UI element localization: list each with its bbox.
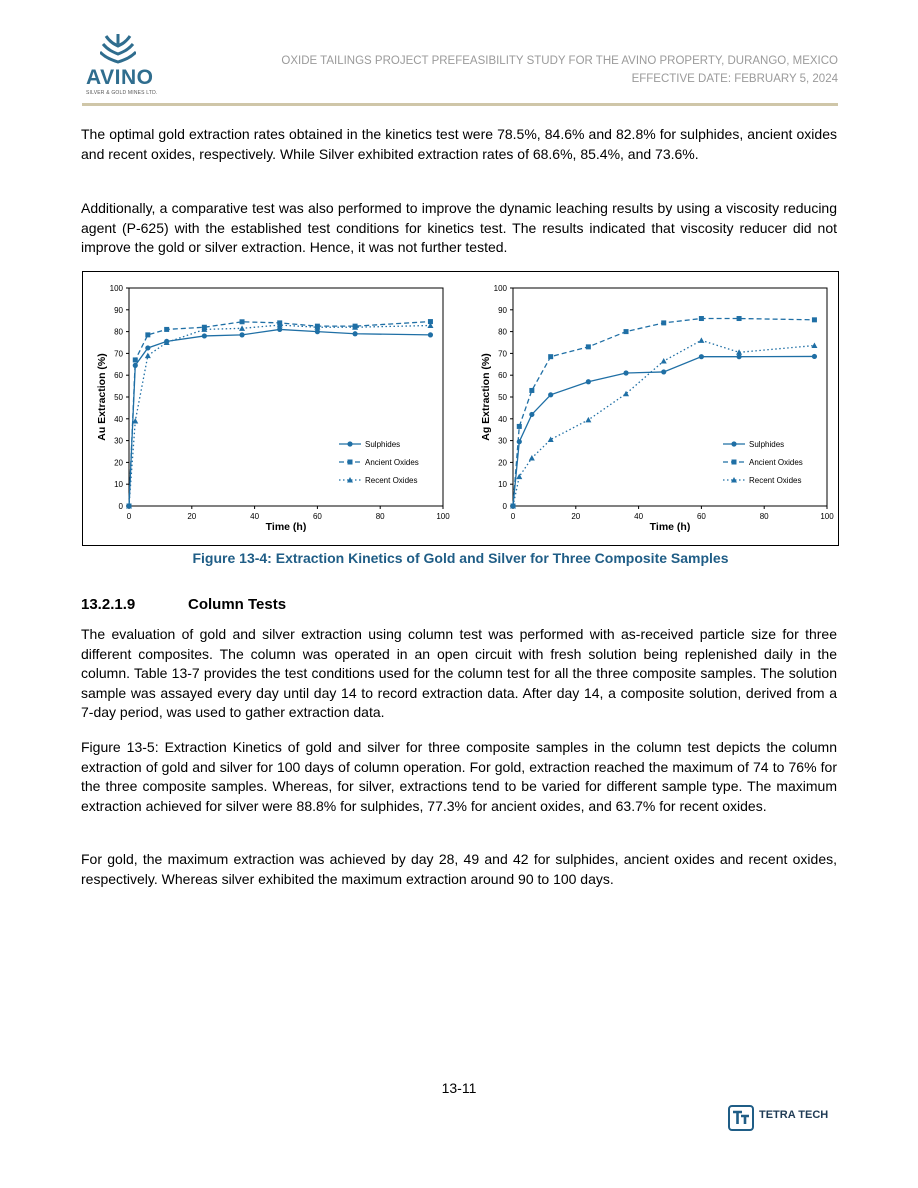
au-data-point-circle	[277, 327, 282, 332]
extraction-kinetics-charts	[83, 272, 838, 545]
ag-legend-marker	[732, 460, 737, 465]
ag-y-tick-label: 100	[493, 284, 507, 293]
au-data-point-circle	[202, 333, 207, 338]
ag-x-tick-label: 40	[634, 512, 644, 521]
ag-data-point-circle	[548, 392, 553, 397]
ag-plot-area	[513, 288, 827, 506]
ag-legend-label: Ancient Oxides	[749, 458, 803, 467]
au-legend-marker	[348, 460, 353, 465]
ag-data-point-circle	[699, 354, 704, 359]
page-number: 13-11	[441, 1080, 477, 1096]
ag-data-point-square	[661, 320, 666, 325]
ag-data-point-square	[737, 316, 742, 321]
ag-y-tick-label: 60	[498, 371, 507, 381]
document-title: OXIDE TAILINGS PROJECT PREFEASIBILITY STUDY FOR THE AVINO PROPERTY, DURANGO, MEXICO	[281, 55, 838, 67]
au-legend-label: Ancient Oxides	[365, 458, 419, 467]
header-text	[281, 52, 838, 88]
au-y-tick-label: 50	[114, 393, 123, 402]
ag-data-point-triangle	[623, 391, 629, 397]
ag-data-point-circle	[812, 354, 817, 359]
ag-data-point-square	[699, 316, 704, 321]
ag-y-axis-title: Ag Extraction (%)	[480, 353, 492, 441]
ag-legend-label: Recent Oxides	[749, 476, 802, 485]
ag-legend-marker	[731, 441, 736, 446]
avino-logo	[82, 34, 162, 98]
ag-y-tick-label: 40	[498, 414, 507, 424]
au-x-tick-label: 40	[250, 512, 260, 521]
effective-date: EFFECTIVE DATE: FEBRUARY 5, 2024	[631, 73, 838, 85]
ag-x-axis-title: Time (h)	[649, 521, 691, 533]
au-data-point-triangle	[145, 353, 151, 359]
paragraph-viscosity-test: Additionally, a comparative test was also performed to improve the dynamic leaching results by using a viscosity reducing agent (P-625) with the established test conditions for kinetics test. The results indicated that viscosity reducer did not improve the gold or silver extraction. Hence, it was not further tested.	[81, 200, 837, 256]
ag-data-point-triangle	[529, 455, 535, 461]
au-data-point-square	[164, 327, 169, 332]
ag-y-tick-label: 20	[498, 458, 507, 468]
au-legend-label: Recent Oxides	[365, 476, 418, 485]
au-y-tick-label: 70	[114, 349, 123, 359]
tetra-tech-wordmark: TETRA TECH	[759, 1109, 829, 1121]
ag-data-point-square	[624, 329, 629, 334]
au-legend-marker	[347, 441, 352, 446]
au-y-tick-label: 10	[114, 480, 123, 490]
paragraph-column-test-method: The evaluation of gold and silver extraction using column test was performed with as-received particle size for three different composites. The column was operated in an open circuit with fresh solution being replenished daily in the column. Table 13-7 provides the test conditions used for the column test for all the three composite samples. The solution sample was assayed every day until day 14 to record extraction data. After day 14, a composite solution, derived from a 7-day period, was used to gather extraction data.	[81, 626, 837, 721]
au-x-axis-title: Time (h)	[265, 521, 307, 533]
au-x-tick-label: 100	[436, 512, 450, 521]
ag-legend-label: Sulphides	[749, 440, 785, 449]
ag-data-point-circle	[529, 412, 534, 417]
paragraph-maximum-extraction: For gold, the maximum extraction was achieved by day 28, 49 and 42 for sulphides, ancient oxides and recent oxides, respectively. Whereas silver exhibited the maximum extraction around 90 to 100 days.	[81, 851, 837, 887]
au-y-tick-label: 90	[114, 305, 123, 315]
section-title: Column Tests	[188, 596, 287, 613]
ag-data-point-triangle	[698, 337, 704, 343]
au-x-tick-label: 0	[126, 512, 132, 521]
au-y-tick-label: 100	[109, 284, 123, 293]
ag-x-tick-label: 60	[696, 512, 706, 521]
ag-data-point-square	[517, 424, 522, 429]
ag-y-tick-label: 80	[498, 327, 507, 337]
ag-data-point-circle	[661, 369, 666, 374]
logo-subtext: SILVER & GOLD MINES LTD.	[86, 90, 158, 96]
au-y-tick-label: 30	[114, 436, 123, 446]
ag-data-point-circle	[736, 354, 741, 359]
au-x-tick-label: 80	[375, 512, 385, 521]
ag-data-point-square	[529, 388, 534, 393]
ag-x-tick-label: 80	[759, 512, 769, 521]
au-legend-label: Sulphides	[365, 440, 401, 449]
au-y-tick-label: 20	[114, 458, 123, 468]
page-header	[82, 34, 838, 106]
paragraph-column-test-results: Figure 13-5: Extraction Kinetics of gold and silver for three composite samples in the column test depicts the column extraction of gold and silver for 100 days of column operation. For gold, extraction reached the maximum of 74 to 76% for the three composite samples. Whereas, for silver, extractions tend to be varied for different sample type. The maximum extraction achieved for silver were 88.8% for sulphides, 77.3% for ancient oxides, and 63.7% for recent oxides.	[81, 739, 837, 814]
ag-y-tick-label: 90	[498, 305, 507, 315]
tetra-tech-logo	[728, 1105, 838, 1131]
au-data-point-circle	[428, 332, 433, 337]
ag-x-tick-label: 100	[820, 512, 834, 521]
ag-y-tick-label: 70	[498, 349, 507, 359]
logo-wordmark: AVINO	[86, 66, 154, 89]
au-data-point-triangle	[239, 325, 245, 331]
au-data-point-circle	[145, 345, 150, 350]
figure-caption: Figure 13-4: Extraction Kinetics of Gold and Silver for Three Composite Samples	[192, 550, 729, 566]
ag-x-tick-label: 0	[510, 512, 516, 521]
ag-y-tick-label: 10	[498, 480, 507, 490]
ag-data-point-square	[548, 354, 553, 359]
ag-data-point-triangle	[661, 358, 667, 364]
tetra-tech-logo-icon	[728, 1105, 754, 1131]
ag-data-point-circle	[623, 370, 628, 375]
au-y-tick-label: 60	[114, 371, 123, 381]
section-number: 13.2.1.9	[81, 596, 136, 613]
ag-x-tick-label: 20	[571, 512, 581, 521]
au-y-tick-label: 80	[114, 327, 123, 337]
au-x-tick-label: 20	[187, 512, 197, 521]
avino-logo-icon	[100, 34, 136, 68]
ag-data-point-circle	[586, 379, 591, 384]
ag-data-point-square	[812, 317, 817, 322]
ag-y-tick-label: 50	[498, 393, 507, 402]
ag-y-tick-label: 0	[502, 502, 507, 511]
au-data-point-circle	[352, 331, 357, 336]
au-x-tick-label: 60	[312, 512, 322, 521]
paragraph-extraction-rates: The optimal gold extraction rates obtained in the kinetics test were 78.5%, 84.6% and 82.8% for sulphides, ancient oxides and recent oxides, respectively. While Silver exhibited extraction rates of 68.6%, 85.4%, and 73.6%.	[81, 126, 837, 162]
au-data-point-circle	[239, 332, 244, 337]
ag-data-point-triangle	[736, 349, 742, 355]
figure-13-4	[82, 271, 839, 546]
ag-data-point-square	[586, 344, 591, 349]
ag-y-tick-label: 30	[498, 436, 507, 446]
au-y-axis-title: Au Extraction (%)	[96, 353, 108, 441]
ag-data-point-triangle	[548, 437, 554, 443]
header-divider	[82, 103, 838, 106]
au-y-tick-label: 40	[114, 414, 123, 424]
au-y-tick-label: 0	[118, 502, 123, 511]
au-plot-area	[129, 288, 443, 506]
au-data-point-square	[145, 332, 150, 337]
au-data-point-circle	[315, 329, 320, 334]
au-data-point-square	[133, 357, 138, 362]
au-data-point-square	[240, 319, 245, 324]
